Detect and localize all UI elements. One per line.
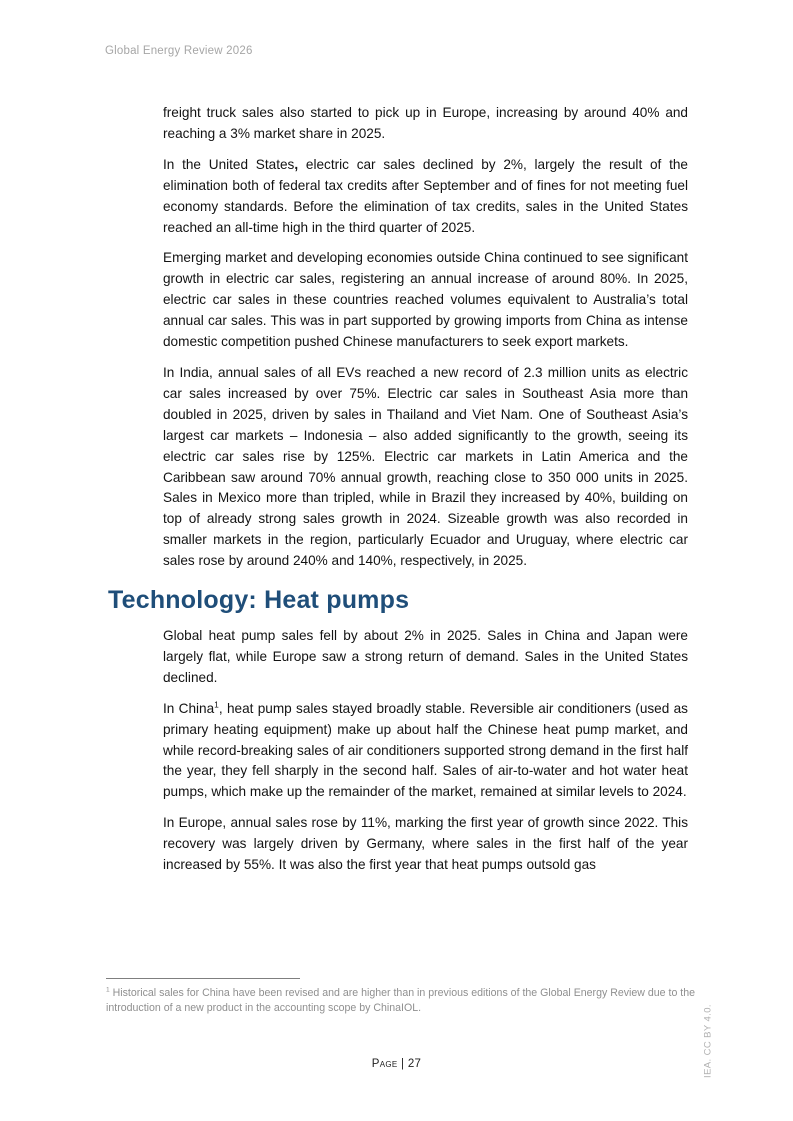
paragraph-europe-heat-pumps: In Europe, annual sales rose by 11%, marking the first year of growth since 2022. This recovery was largely driven by Germany, where sales in the first half of the year increased by 55%. It was also the first year that heat pumps outsold gas	[163, 815, 688, 873]
article-body	[108, 103, 688, 886]
page-number: Page | 27	[371, 1058, 422, 1070]
footnote-divider	[106, 978, 300, 979]
paragraph-emerging-markets: Emerging market and developing economies outside China continued to see significant growth in electric car sales, registering an annual increase of around 80%. In 2025, electric car sales in these countries reached volumes equivalent to Australia’s total annual car sales. This was in part supported by growing imports from China as intense domestic competition pushed Chinese manufacturers to seek export markets.	[163, 250, 688, 350]
section-heading-heat-pumps: Technology: Heat pumps	[108, 586, 410, 615]
paragraph-united-states: In the United States, electric car sales declined by 2%, largely the result of the elimination both of federal tax credits after September and of fines for not meeting fuel economy standards. Before the elimination of tax credits, sales in the United States reached an all-time high in the third quarter of 2025.	[163, 156, 688, 235]
running-header: Global Energy Review 2026	[105, 45, 253, 57]
license-label: IEA. CC BY 4.0.	[702, 1004, 714, 1078]
paragraph-freight-trucks: freight truck sales also started to pick up in Europe, increasing by around 40% and reaching a 3% market share in 2025.	[163, 105, 688, 141]
paragraph-india-latam: In India, annual sales of all EVs reached a new record of 2.3 million units as electric car sales increased by over 75%. Electric car sales in Southeast Asia more than doubled in 2025, driven by sales in Thailand and Viet Nam. One of Southeast Asia’s largest car markets – Indonesia – also added significantly to the growth, seeing its electric car sales rise by 125%. Electric car markets in Latin America and the Caribbean saw around 70% annual growth, reaching close to 350 000 units in 2025. Sales in Mexico more than tripled, while in Brazil they increased by 40%, building on top of already strong sales growth in 2024. Sizeable growth was also recorded in smaller markets in the region, particularly Ecuador and Uruguay, where electric car sales rose by around 240% and 140%, respectively, in 2025.	[163, 364, 688, 569]
paragraph-china-heat-pumps: In China$^1$, heat pump sales stayed broadly stable. Reversible air conditioners (used as primary heating equipment) make up about half the Chinese heat pump market, and while record-breaking sales of air conditioners supported strong demand in the first half the year, they fell sharply in the second half. Sales of air-to-water and hot water heat pumps, which make up the remainder of the market, remained at similar levels to 2024.	[163, 699, 688, 800]
footnote-area	[106, 978, 698, 1016]
footnote-text: $^1$ Historical sales for China have been revised and are higher than in previous editions of the Global Energy Review due to the introduction of a new product in the accounting scope by ChinaIOL.	[106, 986, 696, 1014]
paragraph-global-heat-pumps: Global heat pump sales fell by about 2% in 2025. Sales in China and Japan were largely flat, while Europe saw a strong return of demand. Sales in the United States declined.	[163, 628, 688, 685]
